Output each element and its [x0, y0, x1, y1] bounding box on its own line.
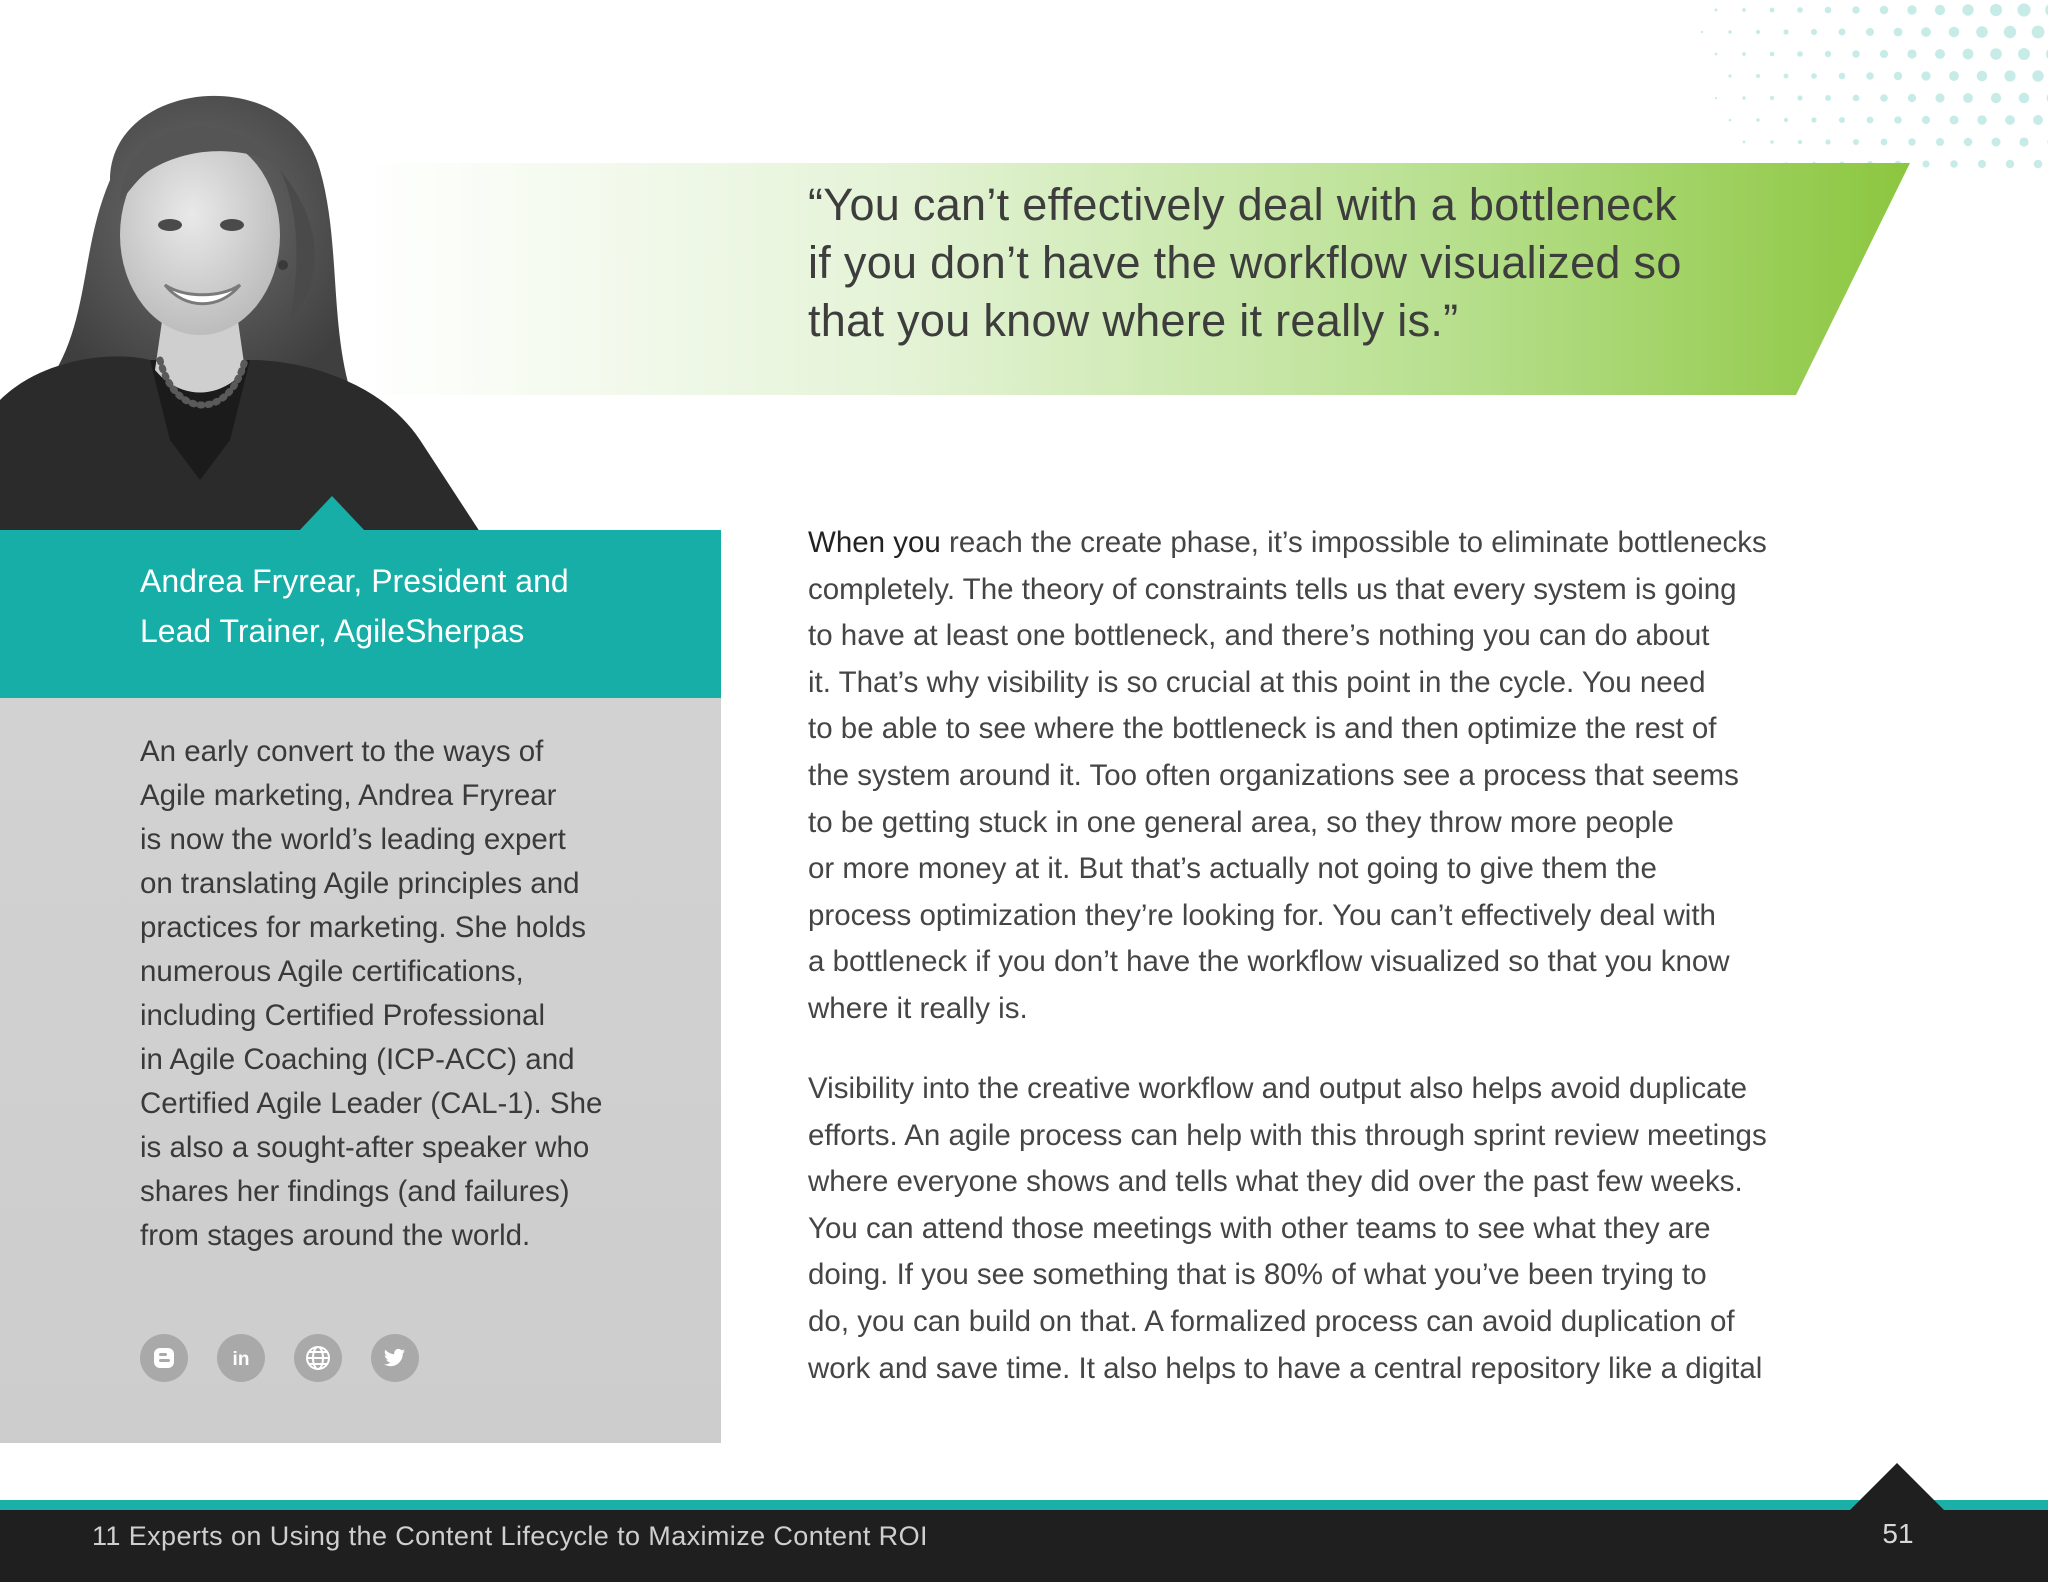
decoration-dot	[1921, 71, 1930, 80]
paragraph-line: Visibility into the creative workflow and output also helps avoid duplicate	[808, 1072, 1748, 1105]
decoration-dot	[2017, 3, 2030, 16]
decoration-dot	[1977, 71, 1988, 82]
decoration-dot	[1977, 115, 1986, 124]
decoration-dot	[1935, 49, 1945, 59]
expert-title-line2: Lead Trainer, AgileSherpas	[140, 613, 525, 649]
decoration-dot	[2019, 137, 2028, 146]
decoration-dot	[1770, 8, 1775, 13]
page-number-tab	[1847, 1463, 1947, 1513]
paragraph-lead: When you	[808, 526, 941, 559]
decoration-dot	[1962, 4, 1973, 15]
decoration-dot	[1963, 49, 1974, 60]
decoration-dot	[1936, 138, 1944, 146]
decoration-dot	[1949, 27, 1960, 38]
decoration-dot	[1978, 160, 1986, 168]
decoration-dot	[1715, 53, 1718, 56]
paragraph-line: completely. The theory of constraints tells us that every system is going	[808, 572, 1737, 606]
decoration-dot	[1935, 5, 1945, 15]
decoration-dot	[1866, 28, 1874, 36]
paragraph-line: or more money at it. But that’s actually not going to give them the	[808, 852, 1657, 886]
decoration-dot	[1797, 51, 1803, 57]
footer-publication-title: 11 Experts on Using the Content Lifecycle to Maximize Content ROI	[92, 1521, 928, 1551]
decoration-dot	[1894, 28, 1903, 37]
decoration-dot	[1894, 72, 1902, 80]
decoration-dot	[1990, 48, 2002, 60]
blogger-icon[interactable]	[140, 1334, 188, 1382]
decoration-dot	[1783, 29, 1788, 34]
panel-notch	[298, 496, 366, 532]
decoration-dot	[1922, 160, 1929, 167]
paragraph-line: to be able to see where the bottleneck is and then optimize the rest of	[808, 712, 1717, 746]
decoration-dot	[1963, 93, 1973, 103]
decoration-dot	[2033, 115, 2043, 125]
decoration-dot	[1811, 73, 1817, 79]
decoration-dot	[1852, 50, 1859, 57]
decoration-dot	[1866, 72, 1874, 80]
decoration-dot	[1797, 7, 1803, 13]
decoration-dot	[1825, 139, 1830, 144]
decoration-dot	[1715, 97, 1717, 99]
decoration-dot	[1742, 52, 1746, 56]
bio-line: practices for marketing. She holds	[140, 911, 586, 944]
bio-line: Certified Agile Leader (CAL-1). She	[140, 1087, 603, 1120]
decoration-dot	[1811, 29, 1817, 35]
paragraph-line: a bottleneck if you don’t have the workflow visualized so that you know	[808, 945, 1730, 979]
decoration-dot	[1728, 30, 1731, 33]
twitter-icon[interactable]	[371, 1334, 419, 1382]
paragraph-line: do, you can build on that. A formalized process can avoid duplication of	[808, 1304, 1735, 1338]
bio-line: An early convert to the ways of	[140, 735, 544, 768]
decoration-dot	[2004, 70, 2015, 81]
decoration-dot	[2019, 93, 2030, 104]
bio-line: is now the world’s leading expert	[140, 823, 566, 856]
svg-text:in: in	[232, 1349, 250, 1370]
decoration-dot	[1839, 73, 1846, 80]
quote-line: if you don’t have the workflow visualized so	[808, 237, 1682, 288]
decoration-dot	[1701, 31, 1703, 33]
bio-line: shares her findings (and failures)	[140, 1175, 570, 1208]
decoration-dot	[1839, 29, 1846, 36]
paragraph-line: where it really is.	[808, 991, 1028, 1025]
paragraph-line: doing. If you see something that is 80% of what you’ve been trying to	[808, 1258, 1707, 1292]
linkedin-icon[interactable]	[217, 1334, 265, 1382]
decoration-dot	[1756, 74, 1760, 78]
page-number: 51	[1882, 1518, 1914, 1549]
decoration-dot	[1853, 95, 1860, 102]
decoration-dot	[2032, 70, 2043, 81]
decoration-dot	[1729, 119, 1732, 122]
bio-line: from stages around the world.	[140, 1219, 531, 1252]
decoration-dot	[1825, 51, 1831, 57]
decoration-dot	[1964, 138, 1973, 147]
paragraph-line: work and save time. It also helps to have a central repository like a digital	[808, 1351, 1763, 1385]
decoration-dot	[1922, 116, 1930, 124]
decoration-dot	[1949, 71, 1959, 81]
decoration-dot	[1784, 118, 1788, 122]
decoration-dot	[1880, 94, 1888, 102]
decoration-dot	[2005, 115, 2015, 125]
decoration-dot	[1715, 9, 1718, 12]
decoration-dot	[1825, 95, 1831, 101]
decoration-dot	[1811, 117, 1816, 122]
decoration-dot	[1867, 117, 1874, 124]
expert-bio	[140, 730, 680, 1258]
decoration-dot	[2034, 160, 2043, 169]
decoration-dot	[2004, 26, 2016, 38]
paragraph-line: reach the create phase, it’s impossible to eliminate bottlenecks	[940, 526, 1767, 559]
decoration-dot	[1991, 93, 2001, 103]
paragraph-line: efforts. An agile process can help with this through sprint review meetings	[808, 1118, 1767, 1152]
expert-title: President and	[362, 563, 569, 599]
decoration-dot	[1852, 6, 1860, 14]
decoration-dot	[1976, 26, 1988, 38]
decoration-dot	[2006, 160, 2014, 168]
decoration-dot	[1756, 30, 1760, 34]
bio-line: including Certified Professional	[140, 999, 546, 1032]
paragraph-line: to be getting stuck in one general area, so they throw more people	[808, 805, 1674, 839]
decoration-dot	[2018, 48, 2030, 60]
decoration-dot	[2032, 26, 2045, 39]
decoration-dot	[1881, 139, 1888, 146]
decoration-dot	[1756, 118, 1760, 122]
decoration-dot	[1770, 140, 1774, 144]
decoration-dot	[1880, 50, 1888, 58]
decoration-dot	[1742, 96, 1745, 99]
decoration-dot	[1950, 116, 1959, 125]
decoration-dot	[1728, 74, 1731, 77]
decoration-dot	[1880, 6, 1889, 15]
decoration-dot	[1784, 74, 1789, 79]
bio-line: Agile marketing, Andrea Fryrear	[140, 779, 557, 812]
expert-credit	[140, 556, 700, 656]
paragraph-line: You can attend those meetings with other teams to see what they are	[808, 1211, 1711, 1245]
paragraph-line: it. That’s why visibility is so crucial at this point in the cycle. You need	[808, 665, 1706, 699]
expert-name: Andrea Fryrear,	[140, 563, 363, 599]
paragraph-line: process optimization they’re looking for. You can’t effectively deal with	[808, 898, 1716, 932]
expert-portrait	[0, 60, 480, 532]
decoration-dot	[1935, 93, 1944, 102]
decoration-dot	[1992, 138, 2001, 147]
globe-icon[interactable]	[294, 1334, 342, 1382]
decoration-dot	[1742, 8, 1746, 12]
bio-line: numerous Agile certifications,	[140, 955, 524, 988]
decoration-dot	[1907, 5, 1916, 14]
article-paragraph-1	[808, 520, 1868, 1033]
decoration-dot	[1797, 95, 1802, 100]
dot-pattern-decoration	[1628, 0, 2048, 190]
article-paragraph-2	[808, 1066, 1868, 1392]
decoration-dot	[1825, 7, 1832, 14]
bio-line: in Agile Coaching (ICP-ACC) and	[140, 1043, 575, 1076]
bio-line: on translating Agile principles and	[140, 867, 580, 900]
decoration-dot	[1908, 94, 1916, 102]
decoration-dot	[1990, 4, 2002, 16]
paragraph-line: the system around it. Too often organizations see a process that seems	[808, 758, 1739, 792]
decoration-dot	[1921, 27, 1931, 37]
decoration-dot	[1950, 160, 1958, 168]
bio-line: is also a sought-after speaker who	[140, 1131, 590, 1164]
decoration-dot	[1743, 141, 1746, 144]
decoration-dot	[1853, 139, 1859, 145]
paragraph-line: to have at least one bottleneck, and there’s nothing you can do about	[808, 619, 1710, 653]
paragraph-line: where everyone shows and tells what they did over the past few weeks.	[808, 1165, 1743, 1199]
pull-quote	[808, 176, 1808, 350]
decoration-dot	[1770, 52, 1775, 57]
decoration-dot	[1894, 116, 1902, 124]
decoration-dot	[1798, 140, 1802, 144]
quote-line: “You can’t effectively deal with a bottleneck	[808, 179, 1678, 230]
decoration-dot	[1770, 96, 1774, 100]
decoration-dot	[1839, 117, 1845, 123]
decoration-dot	[1908, 138, 1915, 145]
quote-line: that you know where it really is.”	[808, 295, 1459, 346]
decoration-dot	[1907, 49, 1916, 58]
